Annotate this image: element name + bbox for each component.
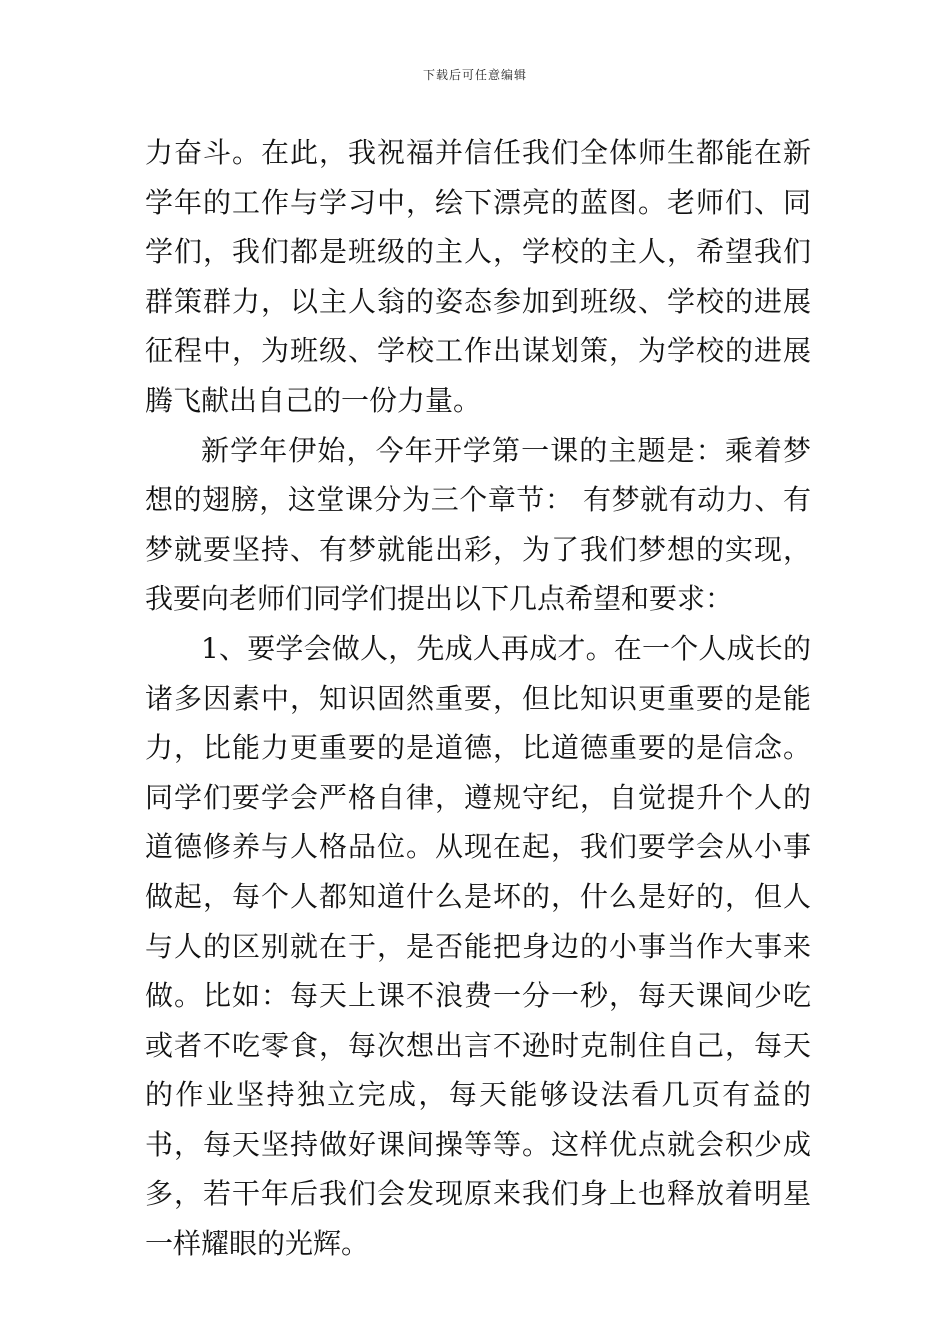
paragraph-point-1: 1、要学会做人，先成人再成才。在一个人成长的诸多因素中，知识固然重要，但比知识更重要的是能力，比能力更重要的是道德，比道德重要的是信念。同学们要学会严格自律，遵规守纪，自觉提升个人的道德修养与人格品位。从现在起，我们要学会从小事做起，每个人都知道什么是坏的，什么是好的，但人与人的区别就在于，是否能把身边的小事当作大事来做。比如：每天上课不浪费一分一秒，每天课间少吃或者不吃零食，每次想出言不逊时克制住自己，每天的作业坚持独立完成，每天能够设法看几页有益的书，每天坚持做好课间操等等。这样优点就会积少成多，若干年后我们会发现原来我们身上也释放着明星一样耀眼的光辉。 [145,631,811,1261]
paragraph-continuation: 力奋斗。在此，我祝福并信任我们全体师生都能在新学年的工作与学习中，绘下漂亮的蓝图。老师们、同学们，我们都是班级的主人，学校的主人，希望我们群策群力，以主人翁的姿态参加到班级、学校的进展征程中，为班级、学校工作出谋划策，为学校的进展腾飞献出自己的一份力量。 [145,136,811,417]
document-body [145,128,811,1269]
page-header: 下载后可任意编辑 [422,68,527,82]
paragraph-first-lesson: 新学年伊始，今年开学第一课的主题是：乘着梦想的翅膀，这堂课分为三个章节： 有梦就有动力、有梦就要坚持、有梦就能出彩，为了我们梦想的实现，我要向老师们同学们提出以下几点希望和要求： [145,433,811,616]
